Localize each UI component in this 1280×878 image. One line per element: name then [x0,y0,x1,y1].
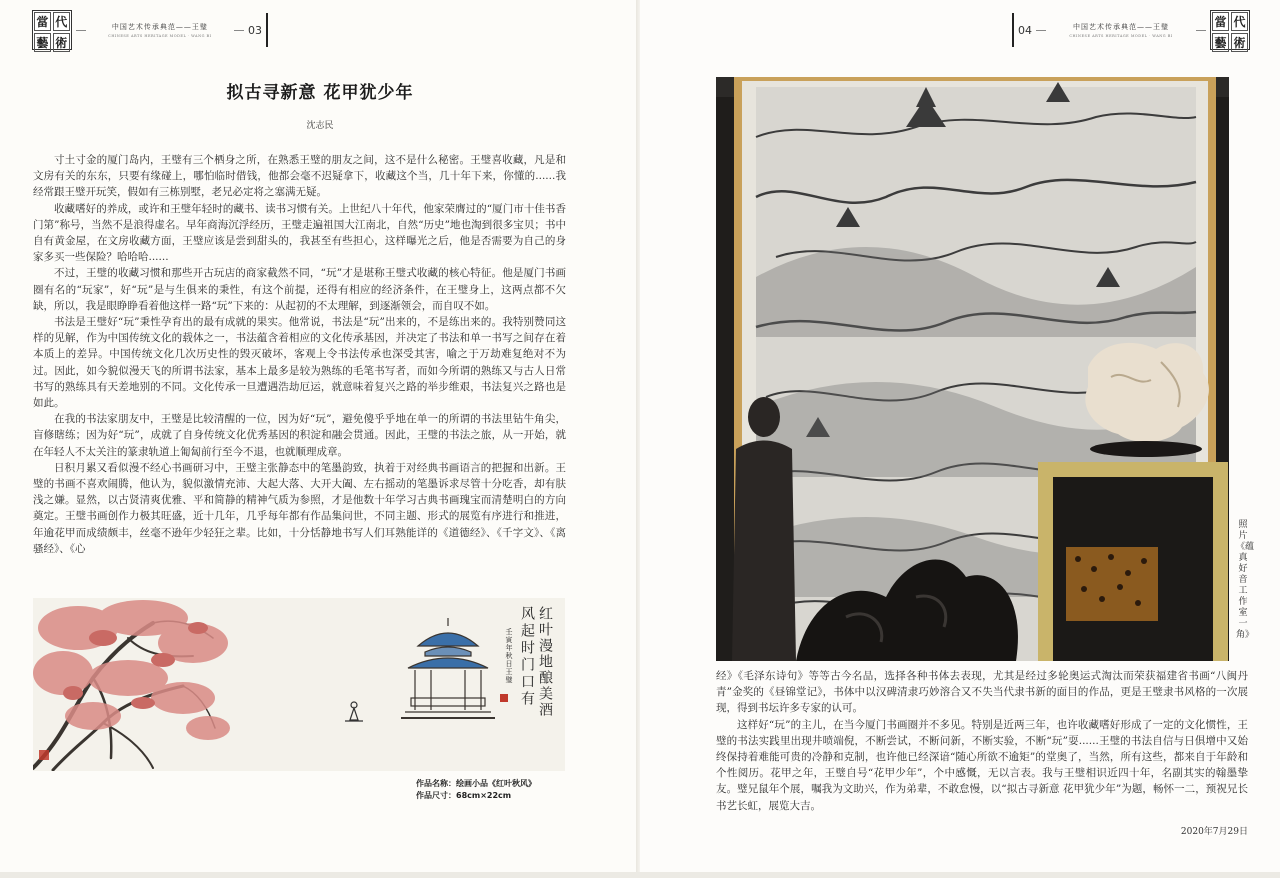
paragraph: 书法是王璧好“玩”秉性孕育出的最有成就的果实。他常说，书法是“玩”出来的，不是练出来的。我特别赞同这样的见解，作为中国传统文化的载体之一，书法蕴含着相应的文化传承基因，并决定了书法和单一书写之间存在着本质上的差异。中国传统文化几次历史性的毁灭破坏，客观上令书法传承也深受其害，喻之于万劫难复绝对不为过。因此，如今貌似漫天飞的所谓书法家，基本上最多是较为熟练的毛笔书写者，而如今所谓的熟练又与古人日常书写的熟练具有天差地别的不同。文化传承一旦遭遇浩劫厄运，就意味着复兴之路的举步维艰，书法复兴之路也是如此。 [33,316,566,410]
magazine-title: 中国艺术传承典范——王璧 [1073,23,1169,31]
painting-size: 作品尺寸：68cm×22cm [416,791,512,800]
article-author: 沈志民 [306,121,334,131]
article-title: 拟古寻新意 花甲犹少年 [226,83,414,103]
studio-photo [716,77,1229,661]
header-title-block [86,22,235,38]
magazine-logo [1210,10,1250,50]
painting-red-leaves [33,598,565,771]
right-header [1012,12,1250,48]
logo-char: 當 [34,12,51,31]
painting-caption [416,778,576,802]
header-rule [76,30,86,31]
cabinet-stand [1038,462,1228,661]
article-body-right [716,668,1248,814]
logo-char: 術 [1231,33,1248,52]
header-title-block [1046,22,1196,38]
header-divider [1012,13,1014,47]
calligraphy-column: 风起时门口有 [519,606,535,708]
article-date: 2020年7月29日 [1180,827,1248,837]
logo-char: 術 [53,33,70,52]
page-number: 03 [248,23,263,37]
paragraph: 经》《毛泽东诗句》等等古今名品，选择各种书体去表现，尤其是经过多轮奥运式淘汰而荣获福建省书画“八闽丹青”金奖的《昼锦堂记》，书体中以汉碑清隶巧妙溶合又不失当代隶书新的面目的作品，更是王璧隶书风格的一次展现，得到书坛许多专家的认可。 [716,670,1248,715]
artist-seal [500,694,508,702]
page-bottom-edge [0,872,1280,878]
logo-char: 藝 [1212,33,1229,52]
logo-char: 代 [1231,12,1248,31]
painting-artwork [33,598,565,771]
magazine-subtitle: CHINESE ARTS HERITAGE MODEL · WANG BI [108,34,212,38]
logo-char: 當 [1212,12,1229,31]
paragraph: 不过，王璧的收藏习惯和那些开古玩店的商家截然不同，“玩”才是堪称王璧式收藏的核心特征。他是厦门书画圈有名的“玩家”，好“玩”是与生俱来的秉性，有这个前提，还得有相应的经济条件，在王璧身上，这两点都不欠缺，所以，我是眼睁睁看着他这样一路“玩”下来的：从起初的不太理解，到逐渐领会，而自叹不如。 [33,267,566,312]
calligraphy-column: 红叶漫地酿美酒 [537,606,553,718]
magazine-logo [32,10,72,50]
header-rule [234,30,244,31]
header-rule [1196,30,1206,31]
corner-seal [39,750,49,760]
magazine-title: 中国艺术传承典范——王璧 [111,23,208,31]
logo-char: 藝 [34,33,51,52]
paragraph: 收藏嗜好的养成，或许和王璧年轻时的藏书、读书习惯有关。上世纪八十年代，他家荣膺过的“厦门市十佳书香门第”称号，当然不是浪得虚名。早年商海沉浮经历，王璧走遍祖国大江南北，自然“历史”地也淘到很多宝贝；书中自有黄金屋，在文房收藏方面，王璧应该是尝到甜头的，我甚至有些担心，这样曝光之后，他是否需要为自己的身家多买一些保险？哈哈哈...... [33,202,566,264]
logo-char: 代 [53,12,70,31]
left-header [32,12,268,48]
page-number: 04 [1018,23,1032,37]
paragraph: 寸土寸金的厦门岛内，王璧有三个栖身之所，在熟悉王璧的朋友之间，这不是什么秘密。王璧喜收藏，凡是和文房有关的东东，只要有缘碰上，哪怕临时借钱，他都会毫不迟疑拿下，收藏这个当，几十年下来，你懂的......我经常跟王璧开玩笑，假如有三栋别墅，老兄必定将之塞满无疑。 [33,154,566,199]
header-rule [1036,30,1046,31]
magazine-subtitle: CHINESE ARTS HERITAGE MODEL · WANG BI [1069,34,1173,38]
paragraph: 在我的书法家朋友中，王璧是比较清醒的一位，因为好“玩”，避免傻乎乎地在单一的所谓的书法里钻牛角尖，盲修瞎练；因为好“玩”，成就了自身传统文化优秀基因的积淀和融会贯通。因此，王璧的书法之旅，从一开始，就在年轻人不太关注的篆隶轨道上匍匐前行至今不退，也就顺理成章。 [33,413,566,458]
article-body-left [33,152,566,557]
paragraph: 日积月累又看似漫不经心书画研习中，王璧主张静态中的笔墨韵致，执着于对经典书画语言的把握和出新。王璧的书画不喜欢闹腾，他认为，貌似激情充沛、大起大落、大开大阖、左右摇动的笔墨诉求尽管十分吃香，却有肤浅之嫌。显然，以古贤清爽优雅、平和简静的精神气质为参照，才是他数十年学习古典书画瑰宝而清楚明白的方向奠定。王璧书画创作力极其旺盛，近十几年，几乎每年都有作品集问世，不同主题、形式的展览有序进行和推进，年逾花甲而成绩颇丰，丝毫不逊年少轻狂之辈。比如，十分恬静地书写人们耳熟能详的《道德经》、《千字文》、《离骚经》、《心 [33,461,566,555]
photo-caption-vertical: 照片《蕴真好音工作室一角》 [1236,520,1255,640]
header-divider [266,13,268,47]
studio-photo-image [716,77,1229,661]
painting-name: 作品名称：绘画小品《红叶秋风》 [416,779,536,788]
paragraph: 这样好“玩”的主儿，在当今厦门书画圈并不多见。特别是近两三年，也许收藏嗜好形成了一定的文化惯性，王璧的书法实践里出现井喷端倪，不断尝试，不断问新，不断实验，不断“玩”耍......王璧的书法自信与日俱增中又始终保持着难能可贵的冷静和克制，也许他已经深谙“随心所欲不逾矩”的堂奥了，当然，所有这些，都来自于年龄和个性阅历。花甲之年，王璧自号“花甲少年”，个中感慨，无以言表。我与王璧相识近四十年，名副其实的翰墨挚友。璧兄鼠年个展，嘱我为文助兴，作为弟辈，不敢怠慢，以“拟古寻新意 花甲犹少年”为题，畅怀一二，预祝兄长书艺长虹，展览大吉。 [716,718,1248,812]
calligraphy-column: 壬寅年秋日王璧 [505,628,513,684]
